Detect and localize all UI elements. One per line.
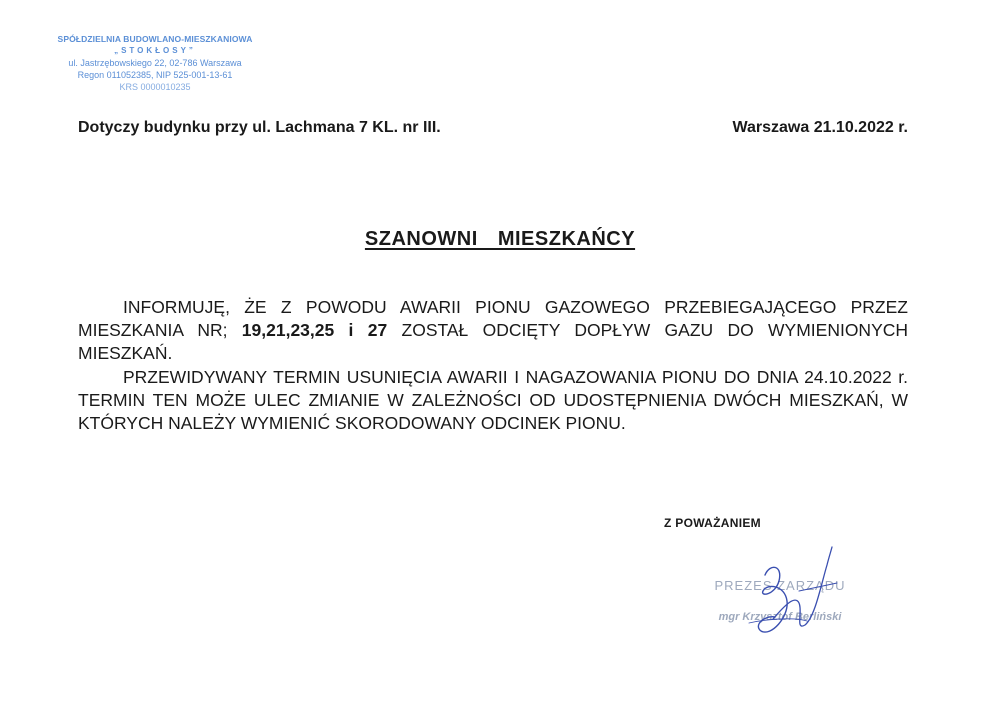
place-date: Warszawa 21.10.2022 r. (732, 119, 908, 136)
paragraph-2: PRZEWIDYWANY TERMIN USUNIĘCIA AWARII I NAGAZOWANIA PIONU DO DNIA 24.10.2022 r. TERMIN TEN MOŻE ULEC ZMIANIE W ZALEŻNOŚCI OD UDOSTĘPNIENIA DWÓCH MIESZKAŃ, W KTÓRYCH NALEŻY WYMIENIĆ SKORODOWANY ODCINEK PIONU. (78, 366, 908, 434)
p1-start: INFORMUJĘ, ŻE Z POWODU AWARII PIONU GAZOWEGO PRZEBIEGAJĄCEGO PRZEZ MIESZKANIA NR; (78, 297, 908, 341)
subject-line: Dotyczy budynku przy ul. Lachmana 7 KL. nr III. (78, 119, 441, 136)
stamp-krs: KRS 0000010235 (119, 82, 191, 90)
signer-name: mgr Krzysztof Berliński (718, 611, 842, 623)
handwritten-signature (735, 545, 865, 650)
heading-text: SZANOWNI MIESZKAŃCY (364, 228, 636, 250)
paragraph-1 (78, 296, 908, 366)
stamp-name: „STOKŁOSY” (114, 46, 196, 55)
stamp-address: ul. Jastrzębowskiego 22, 02-786 Warszawa (68, 58, 242, 68)
apartment-numbers: 19,21,23,25 i 27 (241, 320, 388, 341)
stamp-organization: SPÓŁDZIELNIA BUDOWLANO-MIESZKANIOWA (57, 34, 253, 44)
p1-end: ZOSTAŁ ODCIĘTY DOPŁYW GAZU DO WYMIENIONYCH MIESZKAŃ. (78, 320, 909, 364)
cooperative-stamp (40, 33, 270, 90)
signature-role: PREZES ZARZĄDU (714, 578, 846, 593)
closing-phrase: Z POWAŻANIEM (664, 516, 761, 530)
letter-heading (0, 228, 1000, 251)
letter-body (78, 296, 908, 435)
stamp-ids: Regon 011052385, NIP 525-001-13-61 (77, 70, 233, 80)
